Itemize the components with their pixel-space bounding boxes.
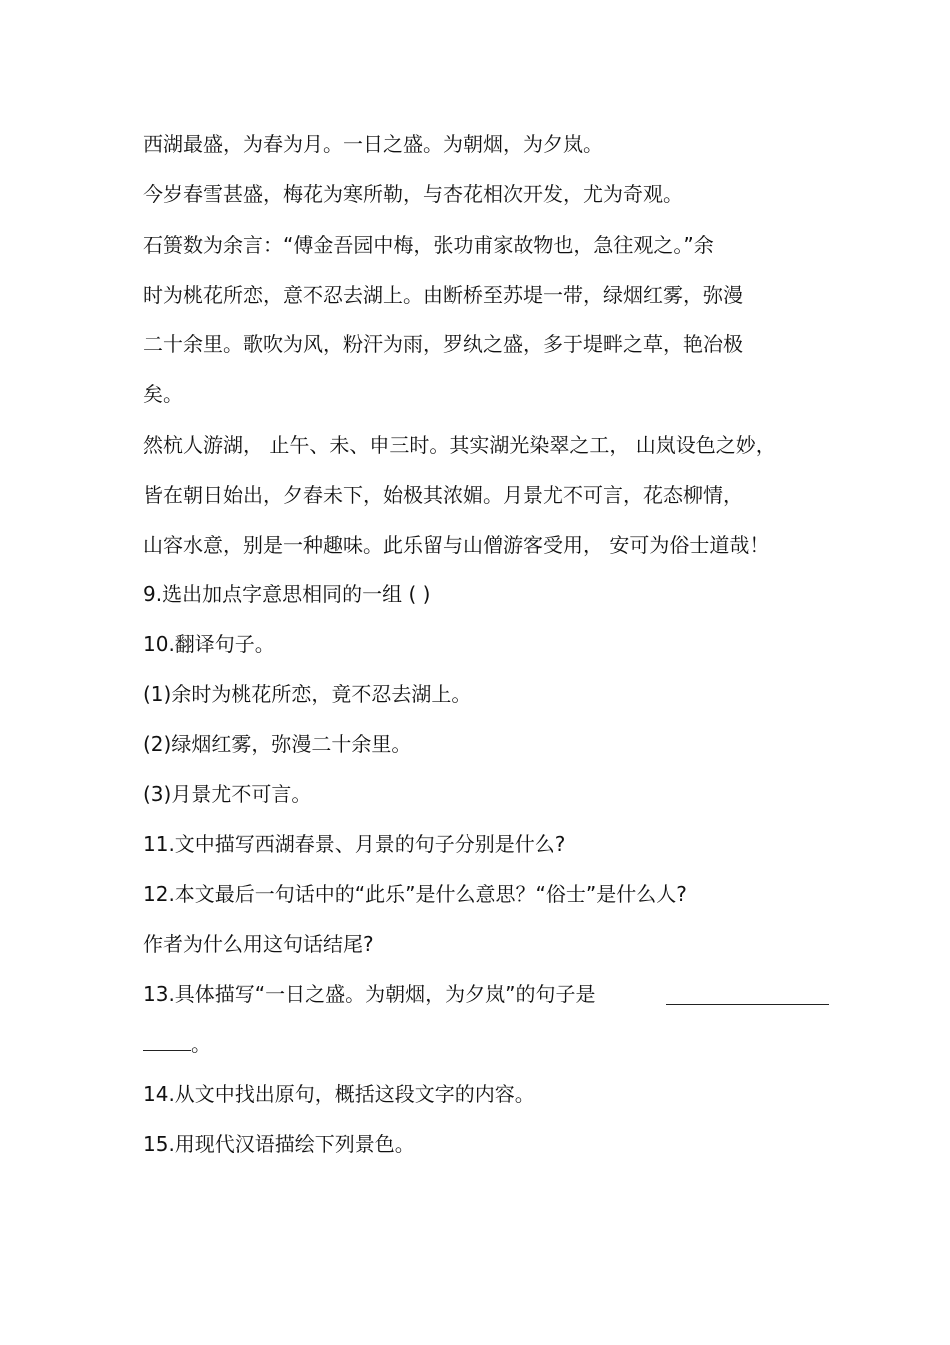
question-15: 15.用现代汉语描绘下列景色。: [143, 1132, 415, 1156]
answer-blank-line-2[interactable]: [143, 1028, 191, 1051]
passage-line-6: 矣。: [143, 382, 183, 406]
passage-line-1: 西湖最盛，为春为月。一日之盛。为朝烟，为夕岚。: [143, 132, 603, 156]
passage-line-8: 皆在朝日始出，夕舂未下，始极其浓媚。月景尤不可言，花态柳情，: [143, 483, 743, 507]
passage-line-7: 然杭人游湖， 止午、未、申三时。其实湖光染翠之工， 山岚设色之妙，: [143, 433, 776, 457]
question-13: [143, 978, 596, 1010]
answer-blank-line-1[interactable]: [666, 982, 829, 1005]
question-10-item-3: (3)月景尤不可言。: [143, 782, 312, 806]
question-9: 9.选出加点字意思相同的一组 ( ): [143, 582, 431, 606]
question-10-item-1: (1)余时为桃花所恋，竟不忍去湖上。: [143, 682, 472, 706]
question-11: 11.文中描写西湖春景、月景的句子分别是什么?: [143, 832, 566, 856]
passage-line-9: 山容水意，别是一种趣味。此乐留与山僧游客受用， 安可为俗士道哉！: [143, 533, 770, 557]
question-13-continuation: [143, 1028, 211, 1060]
question-12-line-1: 12.本文最后一句话中的“此乐”是什么意思？“俗士”是什么人?: [143, 882, 687, 906]
passage-line-3: 石篑数为余言：“傅金吾园中梅，张功甫家故物也，急往观之。”余: [143, 233, 714, 257]
passage-line-2: 今岁春雪甚盛，梅花为寒所勒，与杏花相次开发，尤为奇观。: [143, 182, 683, 206]
passage-line-5: 二十余里。歌吹为风，粉汗为雨，罗纨之盛，多于堤畔之草，艳冶极: [143, 332, 743, 356]
question-13-text: 13.具体描写“一日之盛。为朝烟，为夕岚”的句子是: [143, 982, 596, 1006]
question-13-end-mark: 。: [191, 1032, 211, 1056]
question-12-line-2: 作者为什么用这句话结尾?: [143, 932, 374, 956]
question-10-item-2: (2)绿烟红雾，弥漫二十余里。: [143, 732, 412, 756]
question-10: 10.翻译句子。: [143, 632, 275, 656]
question-14: 14.从文中找出原句，概括这段文字的内容。: [143, 1082, 535, 1106]
passage-line-4: 时为桃花所恋，意不忍去湖上。由断桥至苏堤一带，绿烟红雾，弥漫: [143, 283, 743, 307]
